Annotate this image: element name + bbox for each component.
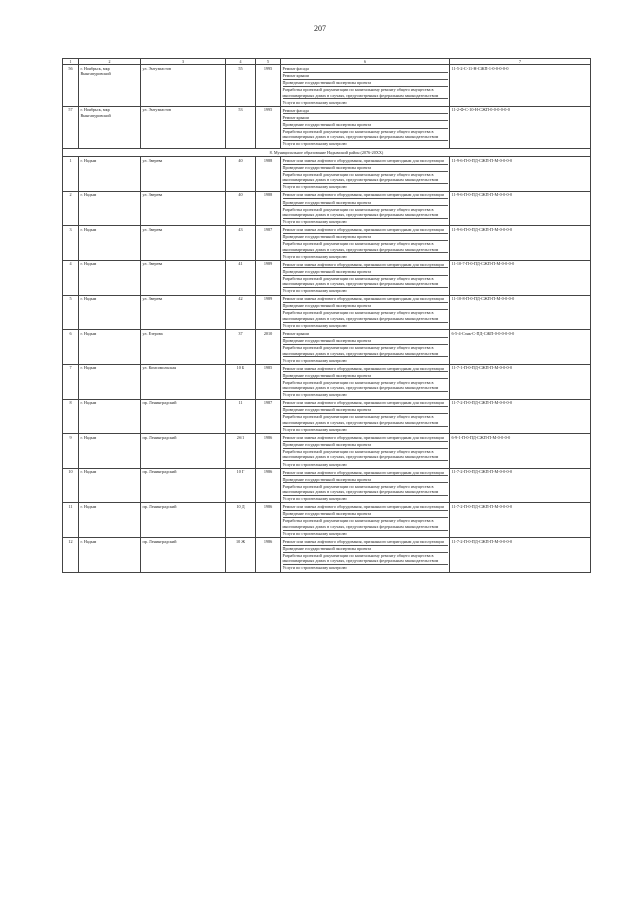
code-cell: 11-7-1-П-0-ПД-СЖП-П-М-0-0-0-0 xyxy=(450,364,591,399)
works-cell xyxy=(281,260,450,295)
work-item: Проведение государственной экспертизы проекта xyxy=(283,80,448,87)
year-cell: 1987 xyxy=(256,226,281,261)
section-body xyxy=(63,148,591,156)
work-item: Услуги по строительному контролю xyxy=(282,219,347,225)
work-item: Ремонт или замена лифтового оборудования, признанного непригодным для эксплуатации xyxy=(283,227,448,234)
house-number-cell: 55 xyxy=(226,65,256,107)
work-item: Ремонт крыши xyxy=(283,73,448,80)
work-item: Разработка проектной документации по капитальному ремонту общего имущества в многоквартирных домах в случаях, предусмотренных федеральным законодательством xyxy=(283,345,448,358)
street-cell: ул. Энтузиастов xyxy=(141,65,226,107)
page-number: 207 xyxy=(314,24,326,33)
works-cell xyxy=(281,295,450,330)
work-item: Разработка проектной документации по капитальному ремонту общего имущества в многоквартирных домах в случаях, предусмотренных федеральным законодательством xyxy=(283,379,448,392)
works-cell xyxy=(281,106,450,148)
work-item: Разработка проектной документации по капитальному ремонту общего имущества в многоквартирных домах в случаях, предусмотренных федеральным законодательством xyxy=(283,310,448,323)
work-item: Проведение государственной экспертизы проекта xyxy=(283,546,448,553)
settlement-cell: г. Надым xyxy=(79,260,141,295)
settlement-cell: г. Надым xyxy=(79,157,141,192)
work-item: Услуги по строительному контролю xyxy=(282,565,347,571)
table-row xyxy=(63,226,591,261)
work-item: Проведение государственной экспертизы проекта xyxy=(283,442,448,449)
year-cell: 1988 xyxy=(256,157,281,192)
work-item: Разработка проектной документации по капитальному ремонту общего имущества в многоквартирных домах в случаях, предусмотренных федеральным законодательством xyxy=(283,241,448,254)
code-cell: 11-9-6-П-0-ПД-СЖП-П-М-0-0-0-0 xyxy=(450,157,591,192)
table-row xyxy=(63,399,591,434)
settlement-cell: г. Ноябрьск, мкр Вынгапуровский xyxy=(79,106,141,148)
work-item: Ремонт фасада xyxy=(283,66,448,73)
column-number: 5 xyxy=(256,59,281,65)
house-number-cell: 10 Ж xyxy=(226,538,256,573)
work-item: Разработка проектной документации по капитальному ремонту общего имущества в многоквартирных домах в случаях, предусмотренных федеральным законодательством xyxy=(283,172,448,185)
year-cell: 1995 xyxy=(256,65,281,107)
work-item: Ремонт фасада xyxy=(283,107,448,114)
row-number: 10 xyxy=(63,468,79,503)
works-cell xyxy=(281,65,450,107)
works-cell xyxy=(281,538,450,573)
street-cell: пр. Ленинградский xyxy=(141,399,226,434)
house-number-cell: 40 xyxy=(226,157,256,192)
house-number-cell: 41 xyxy=(226,260,256,295)
row-number: 11 xyxy=(63,503,79,538)
row-number: 8 xyxy=(63,399,79,434)
code-cell: 11-7-2-П-0-ПД-СЖП-П-М-0-0-0-0 xyxy=(450,503,591,538)
settlement-cell: г. Надым xyxy=(79,364,141,399)
work-item: Услуги по строительному контролю xyxy=(282,461,347,467)
house-number-cell: 2б/1 xyxy=(226,434,256,469)
settlement-cell: г. Надым xyxy=(79,503,141,538)
street-cell: пр. Ленинградский xyxy=(141,434,226,469)
settlement-cell: г. Надым xyxy=(79,538,141,573)
settlement-cell: г. Надым xyxy=(79,191,141,226)
work-item: Проведение государственной экспертизы проекта xyxy=(283,511,448,518)
column-number: 4 xyxy=(226,59,256,65)
work-item: Услуги по строительному контролю xyxy=(282,357,347,363)
year-cell: 1995 xyxy=(256,106,281,148)
work-item: Ремонт или замена лифтового оборудования, признанного непригодным для эксплуатации xyxy=(283,158,448,165)
section-title: 8. Муниципальное образование Надымский район (2076-20ХХ) xyxy=(63,148,591,156)
work-item: Проведение государственной экспертизы проекта xyxy=(283,165,448,172)
work-item: Проведение государственной экспертизы проекта xyxy=(283,303,448,310)
work-item: Проведение государственной экспертизы проекта xyxy=(283,199,448,206)
house-number-cell: 10 Б xyxy=(226,364,256,399)
street-cell: ул. Зверева xyxy=(141,260,226,295)
settlement-cell: г. Ноябрьск, мкр Вынгапуровский xyxy=(79,65,141,107)
work-item: Услуги по строительному контролю xyxy=(282,426,347,432)
column-number: 6 xyxy=(281,59,450,65)
works-cell xyxy=(281,191,450,226)
works-cell xyxy=(281,157,450,192)
code-cell: 11-5-2-С-11-Н-СЖП-1-0-0-0-0-0 xyxy=(450,65,591,107)
works-cell xyxy=(281,468,450,503)
table-body-before xyxy=(63,65,591,148)
work-item: Разработка проектной документации по капитальному ремонту общего имущества в многоквартирных домах в случаях, предусмотренных федеральным законодательством xyxy=(283,483,448,496)
work-item: Проведение государственной экспертизы проекта xyxy=(283,407,448,414)
work-item: Ремонт или замена лифтового оборудования, признанного непригодным для эксплуатации xyxy=(283,192,448,199)
settlement-cell: г. Надым xyxy=(79,434,141,469)
work-item: Услуги по строительному контролю xyxy=(282,496,347,502)
house-number-cell: 42 xyxy=(226,295,256,330)
work-item: Проведение государственной экспертизы проекта xyxy=(283,121,448,128)
house-number-cell: 53 xyxy=(226,106,256,148)
code-cell: 6-5-4-Сэнк-С-ПД-СЖП-0-0-0-0-0-0 xyxy=(450,330,591,365)
table-row xyxy=(63,330,591,365)
works-cell xyxy=(281,226,450,261)
work-item: Ремонт или замена лифтового оборудования, признанного непригодным для эксплуатации xyxy=(283,504,448,511)
house-number-cell: 43 xyxy=(226,226,256,261)
house-number-cell: 40 xyxy=(226,191,256,226)
table-row xyxy=(63,468,591,503)
street-cell: ул. Зверева xyxy=(141,191,226,226)
work-item: Проведение государственной экспертизы проекта xyxy=(283,234,448,241)
works-cell xyxy=(281,364,450,399)
work-item: Ремонт или замена лифтового оборудования, признанного непригодным для эксплуатации xyxy=(283,435,448,442)
work-item: Услуги по строительному контролю xyxy=(282,141,347,147)
settlement-cell: г. Надым xyxy=(79,399,141,434)
table-row xyxy=(63,65,591,107)
work-item: Услуги по строительному контролю xyxy=(282,322,347,328)
year-cell: 1986 xyxy=(256,538,281,573)
street-cell: пр. Ленинградский xyxy=(141,503,226,538)
column-number: 3 xyxy=(141,59,226,65)
code-cell: 11-9-6-П-0-ПД-СЖП-П-М-0-0-0-0 xyxy=(450,226,591,261)
row-number: 5 xyxy=(63,295,79,330)
settlement-cell: г. Надым xyxy=(79,295,141,330)
table-row xyxy=(63,434,591,469)
year-cell: 1986 xyxy=(256,468,281,503)
work-item: Ремонт или замена лифтового оборудования, признанного непригодным для эксплуатации xyxy=(283,365,448,372)
code-cell: 11-10-7-П-0-ПД-СЖП-П-М-0-0-0-0 xyxy=(450,260,591,295)
work-item: Услуги по строительному контролю xyxy=(282,288,347,294)
table-row xyxy=(63,157,591,192)
work-item: Услуги по строительному контролю xyxy=(282,530,347,536)
street-cell: ул. Зверева xyxy=(141,157,226,192)
table-body-after xyxy=(63,157,591,573)
settlement-cell: г. Надым xyxy=(79,330,141,365)
work-item: Услуги по строительному контролю xyxy=(282,253,347,259)
house-number-cell: 10 Д xyxy=(226,503,256,538)
work-item: Услуги по строительному контролю xyxy=(282,184,347,190)
work-item: Разработка проектной документации по капитальному ремонту общего имущества в многоквартирных домах в случаях, предусмотренных федеральным законодательством xyxy=(283,449,448,462)
code-cell: 11-7-2-П-0-ПД-СЖП-П-М-0-0-0-0 xyxy=(450,399,591,434)
table-row xyxy=(63,191,591,226)
year-cell: 1988 xyxy=(256,191,281,226)
row-number: 9 xyxy=(63,434,79,469)
row-number: 7 xyxy=(63,364,79,399)
work-item: Услуги по строительному контролю xyxy=(282,99,347,105)
work-item: Разработка проектной документации по капитальному ремонту общего имущества в многоквартирных домах в случаях, предусмотренных федеральным законодательством xyxy=(283,276,448,289)
works-cell xyxy=(281,434,450,469)
house-number-cell: 10 Г xyxy=(226,468,256,503)
work-item: Разработка проектной документации по капитальному ремонту общего имущества в многоквартирных домах в случаях, предусмотренных федеральным законодательством xyxy=(283,553,448,566)
work-item: Разработка проектной документации по капитальному ремонту общего имущества в многоквартирных домах в случаях, предусмотренных федеральным законодательством xyxy=(283,206,448,219)
column-number: 2 xyxy=(79,59,141,65)
table-row xyxy=(63,364,591,399)
code-cell: 6-9-1-П-0-ПД-СЖП-П-М-0-0-0-0 xyxy=(450,434,591,469)
row-number: 4 xyxy=(63,260,79,295)
row-number: 56 xyxy=(63,65,79,107)
street-cell: пр. Ленинградский xyxy=(141,468,226,503)
section-row xyxy=(63,148,591,156)
work-item: Ремонт или замена лифтового оборудования, признанного непригодным для эксплуатации xyxy=(283,539,448,546)
table-row xyxy=(63,295,591,330)
column-number: 7 xyxy=(450,59,591,65)
row-number: 57 xyxy=(63,106,79,148)
street-cell: ул. Энтузиастов xyxy=(141,106,226,148)
work-item: Услуги по строительному контролю xyxy=(282,392,347,398)
code-cell: 11-10-8-П-0-ПД-СЖП-П-М-0-0-0-0 xyxy=(450,295,591,330)
year-cell: 1987 xyxy=(256,399,281,434)
house-number-cell: 37 xyxy=(226,330,256,365)
work-item: Ремонт или замена лифтового оборудования, признанного непригодным для эксплуатации xyxy=(283,296,448,303)
work-item: Ремонт или замена лифтового оборудования, признанного непригодным для эксплуатации xyxy=(283,261,448,268)
work-item: Проведение государственной экспертизы проекта xyxy=(283,268,448,275)
house-number-cell: 11 xyxy=(226,399,256,434)
repair-program-table xyxy=(62,58,591,573)
work-item: Проведение государственной экспертизы проекта xyxy=(283,476,448,483)
street-cell: ул. Зверева xyxy=(141,295,226,330)
street-cell: ул. Комсомольская xyxy=(141,364,226,399)
row-number: 2 xyxy=(63,191,79,226)
work-item: Разработка проектной документации по капитальному ремонту общего имущества в многоквартирных домах в случаях, предусмотренных федеральным законодательством xyxy=(283,414,448,427)
year-cell: 1986 xyxy=(256,434,281,469)
street-cell: пр. Ленинградский xyxy=(141,538,226,573)
work-item: Проведение государственной экспертизы проекта xyxy=(283,338,448,345)
works-cell xyxy=(281,503,450,538)
row-number: 1 xyxy=(63,157,79,192)
work-item: Разработка проектной документации по капитальному ремонту общего имущества в многоквартирных домах в случаях, предусмотренных федеральным законодательством xyxy=(283,129,448,142)
table-row xyxy=(63,106,591,148)
code-cell: 11-2-Ф-С-10-Н-СЖП-0-0-0-0-0-0 xyxy=(450,106,591,148)
work-item: Ремонт или замена лифтового оборудования, признанного непригодным для эксплуатации xyxy=(283,469,448,476)
year-cell: 1989 xyxy=(256,260,281,295)
year-cell: 1989 xyxy=(256,295,281,330)
year-cell: 2010 xyxy=(256,330,281,365)
column-number: 1 xyxy=(63,59,79,65)
works-cell xyxy=(281,399,450,434)
table-row xyxy=(63,538,591,573)
row-number: 3 xyxy=(63,226,79,261)
work-item: Разработка проектной документации по капитальному ремонту общего имущества в многоквартирных домах в случаях, предусмотренных федеральным законодательством xyxy=(283,87,448,100)
row-number: 6 xyxy=(63,330,79,365)
work-item: Ремонт или замена лифтового оборудования, признанного непригодным для эксплуатации xyxy=(283,400,448,407)
work-item: Разработка проектной документации по капитальному ремонту общего имущества в многоквартирных домах в случаях, предусмотренных федеральным законодательством xyxy=(283,518,448,531)
row-number: 12 xyxy=(63,538,79,573)
work-item: Ремонт крыши xyxy=(283,331,448,338)
year-cell: 1985 xyxy=(256,364,281,399)
works-cell xyxy=(281,330,450,365)
table-row xyxy=(63,503,591,538)
code-cell: 11-7-2-П-0-ПД-СЖП-П-М-0-0-0-0 xyxy=(450,468,591,503)
street-cell: ул. Езерова xyxy=(141,330,226,365)
table-row xyxy=(63,260,591,295)
code-cell: 11-9-6-П-0-ПД-СЖП-П-М-0-0-0-0 xyxy=(450,191,591,226)
settlement-cell: г. Надым xyxy=(79,226,141,261)
street-cell: ул. Зверева xyxy=(141,226,226,261)
year-cell: 1986 xyxy=(256,503,281,538)
code-cell: 11-7-2-П-0-ПД-СЖП-П-М-0-0-0-0 xyxy=(450,538,591,573)
work-item: Ремонт крыши xyxy=(283,114,448,121)
settlement-cell: г. Надым xyxy=(79,468,141,503)
work-item: Проведение государственной экспертизы проекта xyxy=(283,372,448,379)
